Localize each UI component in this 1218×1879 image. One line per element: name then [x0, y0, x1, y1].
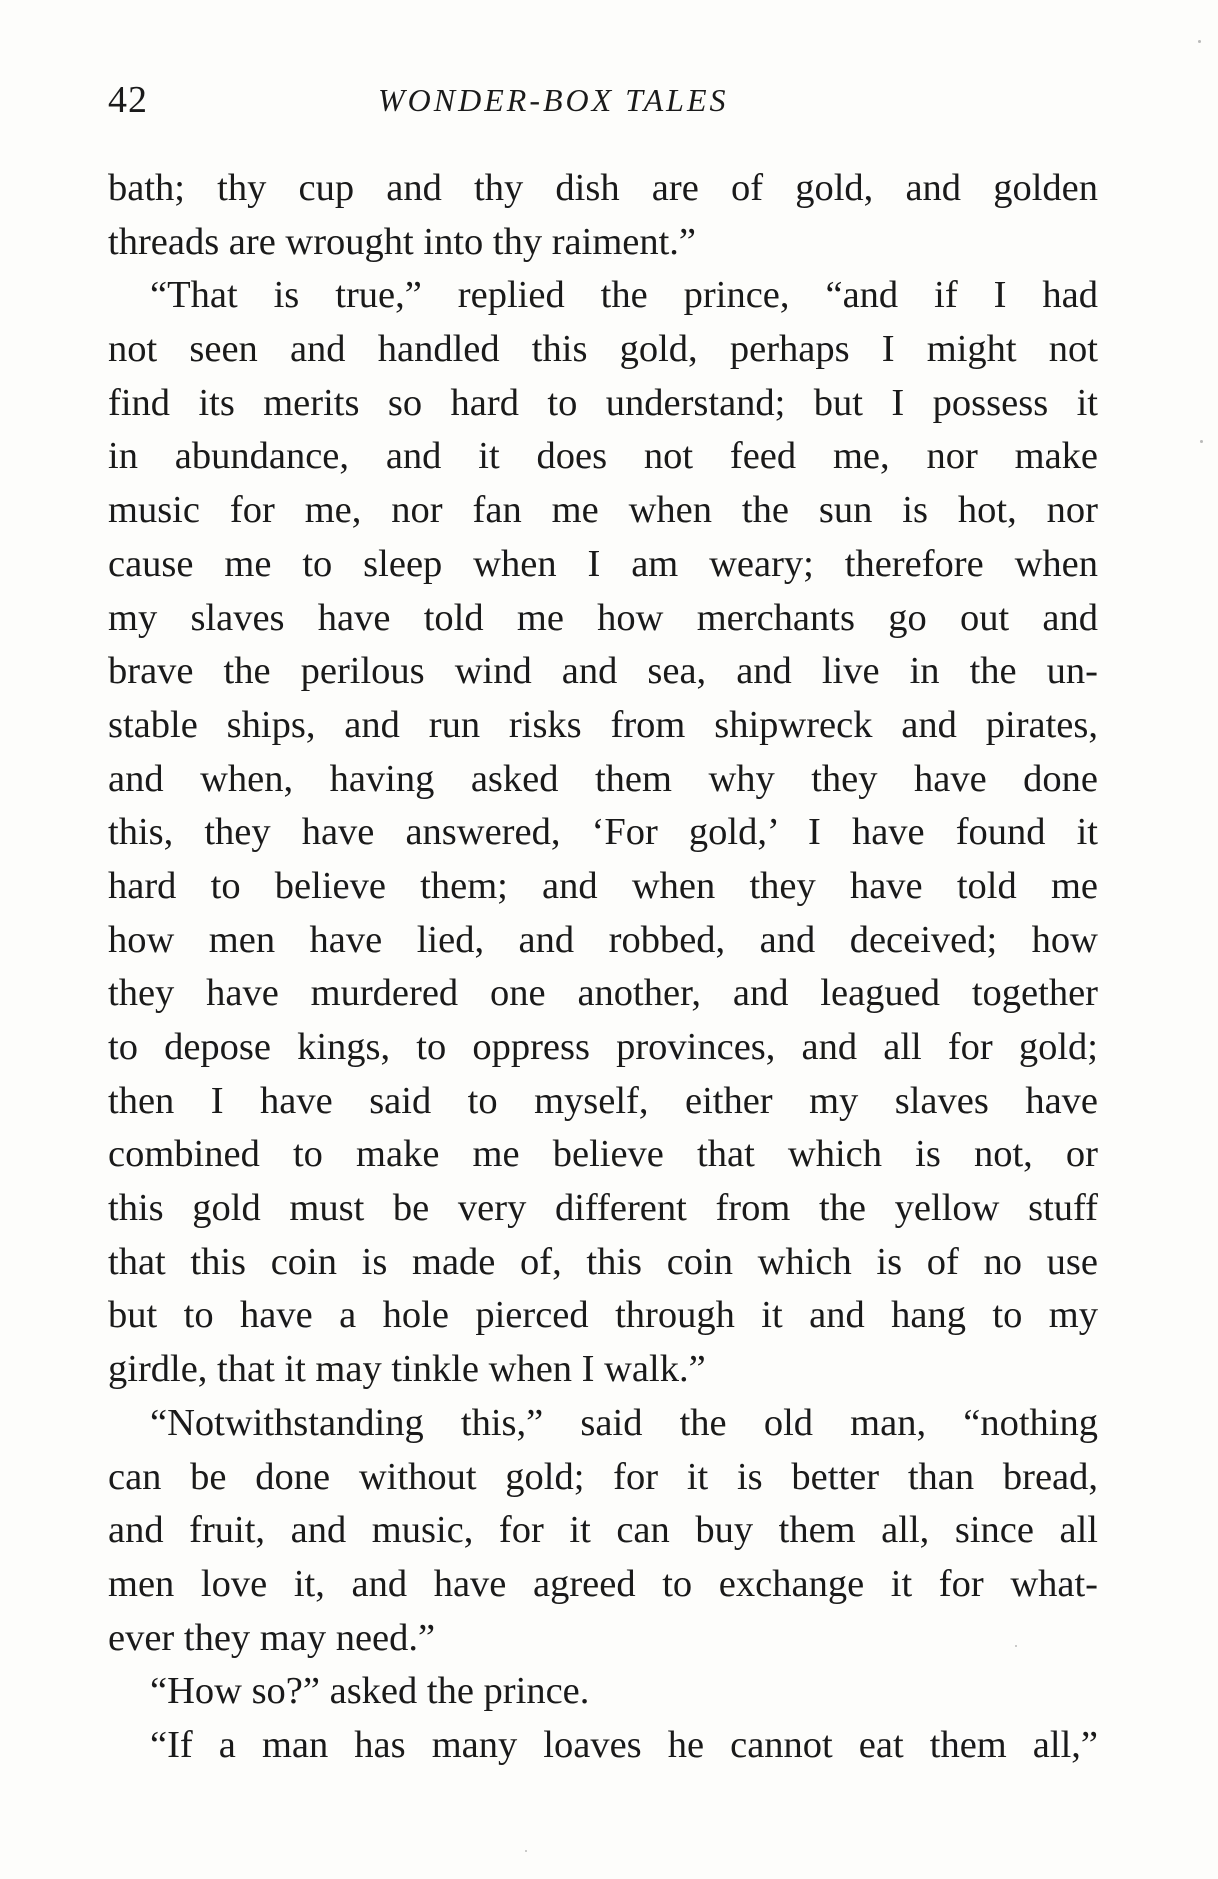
text-line: stable ships, and run risks from shipwreck and pirates,: [108, 703, 1098, 746]
text-line: “If a man has many loaves he cannot eat them all,”: [150, 1723, 1098, 1766]
text-line: in abundance, and it does not feed me, nor make: [108, 435, 1098, 478]
running-head: [108, 78, 1098, 128]
text-line: girdle, that it may tinkle when I walk.”: [108, 1348, 706, 1391]
text-line: “Notwithstanding this,” said the old man, “nothing: [150, 1401, 1098, 1444]
text-line: combined to make me believe that which is not, or: [108, 1133, 1098, 1176]
text-line: not seen and handled this gold, perhaps I might not: [108, 328, 1098, 371]
text-line: men love it, and have agreed to exchange it for what-: [108, 1562, 1098, 1605]
paper-speck: [525, 1850, 527, 1852]
paper-speck: [1015, 1645, 1017, 1647]
text-line: that this coin is made of, this coin which is of no use: [108, 1240, 1098, 1283]
paper-speck: [1198, 40, 1201, 43]
text-line: but to have a hole pierced through it and hang to my: [108, 1294, 1098, 1337]
text-line: threads are wrought into thy raiment.”: [108, 220, 697, 263]
text-line: and fruit, and music, for it can buy them all, since all: [108, 1509, 1098, 1552]
body-text: [108, 162, 1098, 1773]
page-number: 42: [108, 79, 148, 121]
text-line: this gold must be very different from the yellow stuff: [108, 1187, 1098, 1230]
text-line: “That is true,” replied the prince, “and if I had: [150, 274, 1098, 317]
text-line: cause me to sleep when I am weary; therefore when: [108, 542, 1098, 585]
text-line: they have murdered one another, and leagued together: [108, 972, 1098, 1015]
running-title: WONDER-BOX TALES: [378, 82, 729, 118]
text-line: this, they have answered, ‘For gold,’ I have found it: [108, 811, 1098, 854]
text-line: can be done without gold; for it is better than bread,: [108, 1455, 1098, 1498]
text-line: hard to believe them; and when they have told me: [108, 864, 1098, 907]
text-line: then I have said to myself, either my slaves have: [108, 1079, 1098, 1122]
text-line: to depose kings, to oppress provinces, and all for gold;: [108, 1026, 1098, 1068]
text-line: brave the perilous wind and sea, and live in the un-: [108, 650, 1098, 693]
text-line: music for me, nor fan me when the sun is hot, nor: [108, 489, 1098, 532]
text-line: bath; thy cup and thy dish are of gold, and golden: [108, 167, 1098, 209]
text-line: find its merits so hard to understand; but I possess it: [108, 381, 1098, 424]
text-line: how men have lied, and robbed, and deceived; how: [108, 918, 1098, 961]
paper-speck: [1200, 440, 1203, 443]
text-line: my slaves have told me how merchants go out and: [108, 596, 1098, 639]
text-line: and when, having asked them why they have done: [108, 757, 1098, 800]
text-line: “How so?” asked the prince.: [150, 1670, 590, 1713]
text-line: ever they may need.”: [108, 1616, 436, 1659]
